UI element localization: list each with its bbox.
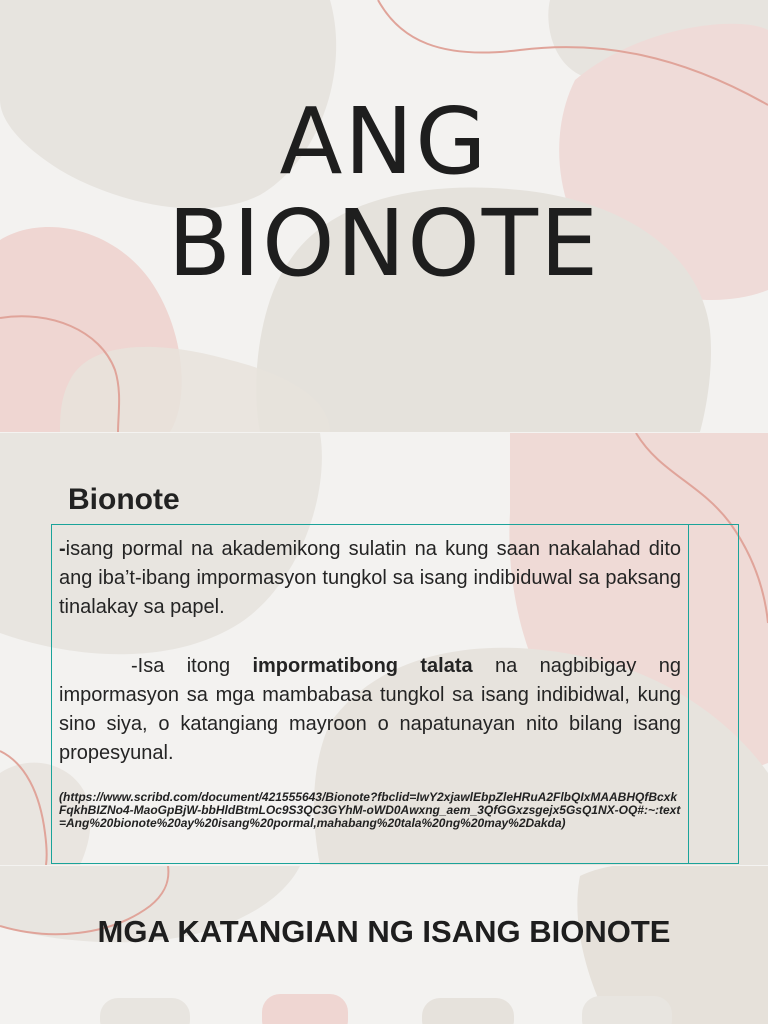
characteristics-heading: MGA KATANGIAN NG ISANG BIONOTE <box>97 914 671 949</box>
paragraph-2-lead: -Isa itong <box>131 655 253 677</box>
paragraph-1-text: isang pormal na akademikong sulatin na kung saan nakalahad dito ang iba’t-ibang impormasyon tungkol sa isang indibiduwal sa paksang tinalakay sa papel. <box>59 538 681 618</box>
paragraph-2-rest: na nagbibigay ng impormasyon sa mga mambabasa tungkol sa isang indibidwal, kung sino siya, o katangiang mayroon o napatunayan nito bilang isang propesyunal. <box>59 655 681 764</box>
bold-term: impormatibong talata <box>252 655 473 677</box>
number-card-2 <box>262 994 348 1024</box>
section-heading: Bionote <box>68 483 180 516</box>
definition-paragraph-1 <box>59 535 681 622</box>
source-citation: (https://www.scribd.com/document/421555643/Bionote?fbclid=IwY2xjawlEbpZleHRuA2FlbQIxMAABHQfBcxkFqkhBIZNo4-MaoGpBjW-bbHldBtmLOc9S3QC3GYhM-oWD0Awxng_aem_3QfGGxzsgejx5GsQ1NX-OQ#:~:text=Ang%20bionote%20ay%20isang%20pormal,mahabang%20tala%20ng%20may%2Dakda) <box>59 790 681 830</box>
title-line-1: ANG <box>279 88 489 195</box>
characteristics-slide <box>0 866 768 1024</box>
title-slide <box>0 0 768 432</box>
title-line-2: BIONOTE <box>167 190 601 297</box>
number-card-3 <box>422 998 514 1024</box>
bionote-definition-slide <box>0 433 768 865</box>
definition-paragraph-2 <box>59 652 681 768</box>
definition-text-box <box>51 524 689 864</box>
bullet-dash: - <box>59 538 66 560</box>
text-box-side-frame <box>689 524 739 864</box>
number-card-4 <box>582 996 672 1024</box>
number-card-1 <box>100 998 190 1024</box>
